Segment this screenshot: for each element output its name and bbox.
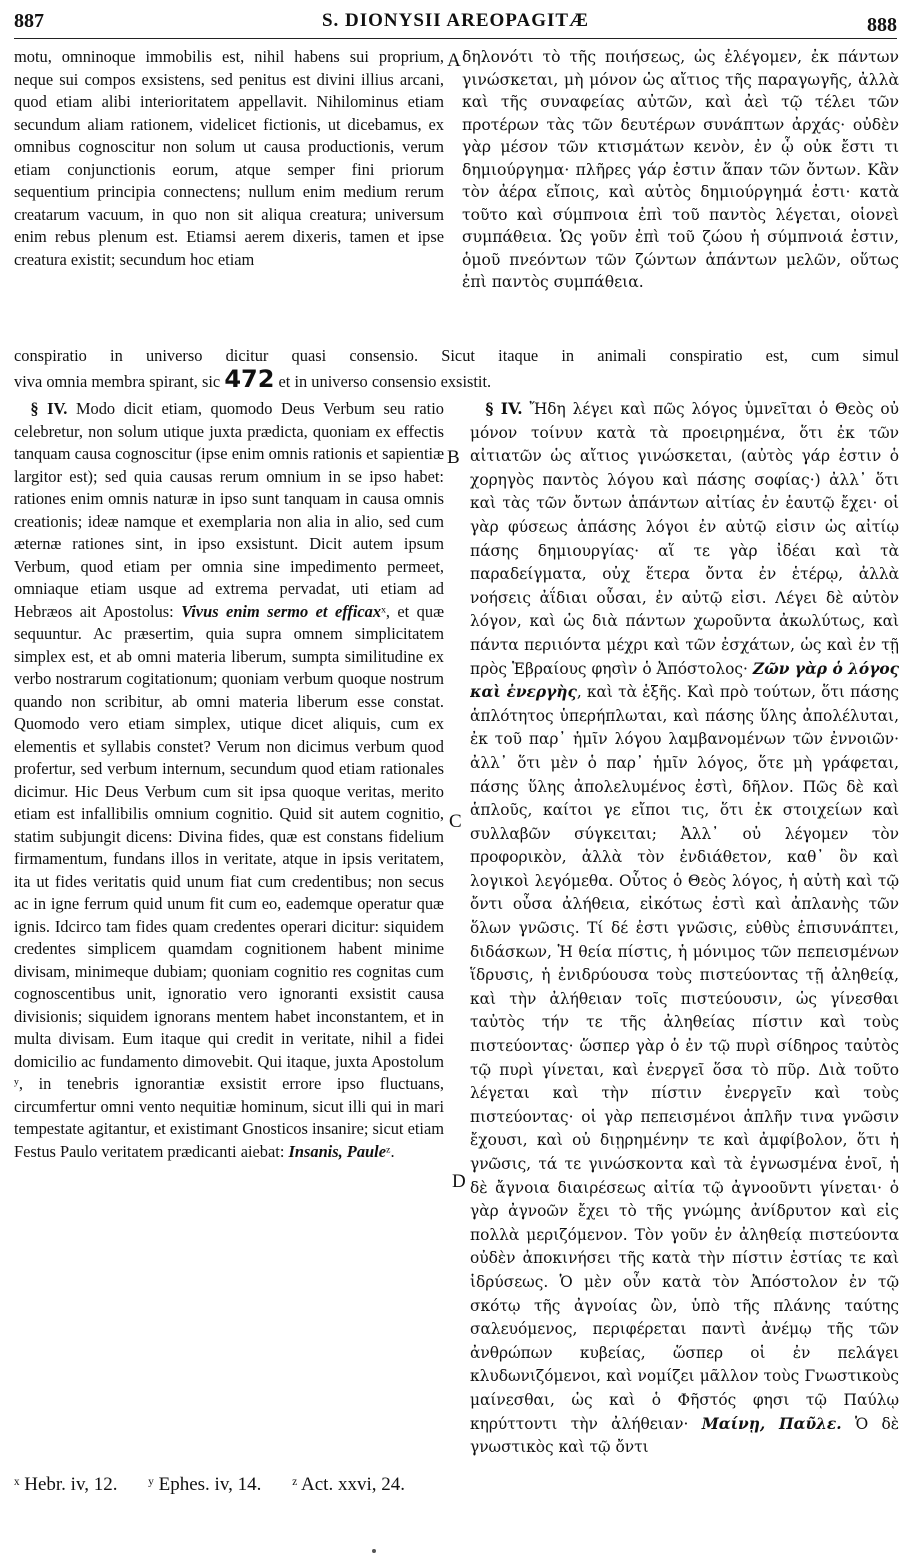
print-speck [372,1549,376,1553]
full-width-line-1: conspiratio in universo dicitur quasi consensio. Sicut itaque in animali conspiratio est, cum simul [14,346,899,365]
latin-quote-b: Insanis, Paule [288,1141,386,1161]
margin-letter-b: B [447,447,460,468]
margin-letter-d: D [452,1171,466,1192]
greek-paragraph-main [470,398,899,1460]
greek-paragraph-top: δηλονότι τὸ τῆς ποιήσεως, ὡς ἐλέγομεν, ἐκ πάντων γινώσκεται, μὴ μόνον ὡς αἴτιος τῆς παραγωγῆς, ἀλλὰ καὶ τῆς συναφείας αὐτῶν, καὶ ἀεὶ τῷ τέλει τῶν προτέρων τὰς τῶν δευτέρων συνάπτων ἀρχάς· οὐδὲν γὰρ μέσον τῶν κτισμάτων κενὸν, ἐν ᾧ οὐκ ἔστι τι δημιούργημα· πλῆρες γάρ ἐστιν ἅπαν τῶν ὄντων. Κἂν τὸν ἀέρα εἴποις, καὶ αὐτὸς δημιούργημά ἐστι· κατὰ τοῦτο καὶ σύμπνοια ἐπὶ τοῦ παντὸς λέγεται, οἱονεὶ συμπάθεια. Ὡς γοῦν ἐπὶ τοῦ ζώου ἡ σύμπνοιά ἐστιν, ὁμοῦ πνεόντων τῶν ζώντων ἁπάντων μελῶν, οὕτως ἐπὶ παντὸς συμπάθεια. [462,48,899,291]
right-column-number: 888 [867,14,897,36]
latin-text-main [14,398,444,1463]
greek-text-top [462,46,899,316]
greek-text-a: Ἤδη λέγει καὶ πῶς λόγος ὑμνεῖται ὁ Θεὸς οὐ μόνον τοίνυν κατὰ τὰ προειρημένα, ὅτι ἐκ τῶν αἰτιατῶν ὡς αἴτιος γινώσκεται, (αὐτὸς γάρ ἐστιν ὁ χορηγὸς παντὸς λόγου καὶ πάσης σοφίας·) ἀλλ᾿ ὅτι καὶ τὰς τῶν ὄντων ἁπάντων αἰτίας ἐν ἑαυτῷ ἔχει· οἱ γὰρ φύσεως ἁπάσης λόγοι ἐν αὐτῷ εἰσιν ὡς αἰτίῳ πάσης δημιουργίας· αἵ τε γὰρ ἰδέαι καὶ τὰ παραδείγματα, οὐχ ἕτερα ὄντα ἐν ἑτέρῳ, ἀλλὰ νοήσεις ἀΐδιαι οὖσαι, ἐν αὐτῷ εἰσι. Λέγει δὲ αὐτὸν λόγον, καὶ ὡς διὰ πάντων χωροῦντα ἀκωλύτως, καὶ πάντα περιιόντα μέχρι καὶ τῶν ἐσχάτων, ὡς καὶ ἐν τῇ πρὸς Ἑβραίους φησὶν ὁ Ἀπόστολος· [470,400,899,678]
latin-text-c: ᶻ. [385,1141,395,1161]
full-width-line-2 [14,364,899,394]
latin-text-a: Modo dicit etiam, quomodo Deus Verbum seu ratio celebretur, non solum utique juxta prædicta, quoniam ex effectis tanquam causa cognoscitur (ipse enim omnis rationis et sapientiæ largitor est); sed quia causas rerum omnium in se ipso habet: rationes enim omnis naturæ in ipso sunt tanquam in causa omnis creationis; ideæ namque et exemplaria non alia in alio, sed cum æternæ rationes sint, in ipso exsistunt. Dicit autem ipsum Verbum, quod etiam per omnia sine impedimento permeet, omniaque etiam usque ad extrema pervadat, uti etiam ad Hebræos ait Apostolus: [14,399,444,621]
full-width-lines [14,345,899,395]
full-width-line-2b: et in universo consensio exsistit. [278,371,492,391]
section-mark-latin: § IV. [30,399,68,418]
running-title: S. DIONYSII AREOPAGITÆ [321,10,590,31]
margin-letter-a: A [447,50,461,71]
footnote-y: ʸ Ephes. iv, 14. [148,1474,262,1495]
page-header [14,8,897,39]
section-mark-greek: § IV. [485,400,523,418]
latin-text-b: ˣ, et quæ sequuntur. Ac præsertim, quia supra omnem simplicitatem simplex est, et ab omni materia liberum, sumpta similitudine ex verbo nostrarum cogitationum; quoniam verbum quoque nostrum quando non scribitur, ab omni materia liberum esse constat. Quomodo vero etiam simplex, utique dicet aliquis, cum ex elementis et syllabis constet? Verum non dicimus verbum quod profertur, sed verbum internum, secundum quod etiam rationales dicimur. Hic Deus Verbum cum sit ipsa quoque veritas, merito etiam est infallibilis omnium cognitio. Quid sit autem cognitio, statim subjungit dicens: Divina fides, quæ est constans fidelium firmamentum, fundans illos in veritate, atque in ipsis veritatem, ita ut fides veritatis quid unum fiat cum credentibus; non secus ac in igne ferrum quid unum fit cum eo, eademque operatur quæ ignis. Idcirco tam fides quam credentes operari dicitur: siquidem credentes simplicem quamdam cognitionem habent minime divisam, minimeque dubiam; quoniam cognitio res cognitas cum cognoscentibus unit, ignoratio vero ignoranti exsistit causa divisionis; siquidem ignorans mentem habet inconstantem, et in multa divisam. Eum itaque qui credit in veritate, nihil a fidei domicilio ac fundamento dimovebit. Qui itaque, juxta Apostolum ʸ, in tenebris ignorantiæ exsistit errore ipso fluctuans, circumfertur omni vento nequitiæ hominum, sicut illi qui in mari tempestate agitantur, et existimant Gnosticos insanire; sicut etiam Festus Paulo veritatem prædicanti aiebat: [14,601,444,1161]
latin-text-top [14,46,444,346]
column-number-marker: 472 [224,364,275,393]
greek-quote-b: Μαίνῃ, Παῦλε. [701,1414,842,1433]
greek-text-c: Ὁ δὲ γνωστικὸς καὶ τῷ ὄντι [470,1414,899,1457]
latin-paragraph-main [14,398,444,1163]
latin-quote-a: Vivus enim sermo et efficax [181,601,382,621]
footnotes [14,1474,431,1496]
greek-quote-a: Ζῶν γὰρ ὁ λόγος καὶ ἐνεργὴς [470,659,899,702]
latin-paragraph-top: motu, omninoque immobilis est, nihil habens sui proprium, neque sui compos exsistens, sed penitus est divini illius arcani, quod etiam alibi interioritatem appellavit. Nihilominus etiam secundum aliam rationem, videlicet fictionis, ut dicebamus, ex omnibus cognoscitur non solum ut causa productionis, verum etiam conjunctionis eorum, atque semper fini priorum sequentium principia connectens; nullum enim medium rerum creatarum vacuum, in quo non sit aliqua creatura; universum enim rebus plenum est. Etiamsi aerem dixeris, tamen et ipse creatura existit; secundum hoc etiam [14,47,444,269]
margin-letter-c: C [449,811,462,832]
greek-text-main [470,398,899,1463]
full-width-line-2a: viva omnia membra spirant, sic [14,371,221,391]
footnote-x: ˣ Hebr. iv, 12. [14,1474,118,1495]
greek-text-b: , καὶ τὰ ἑξῆς. Καὶ πρὸ τούτων, ὅτι πάσης ἁπλότητος ὑπερήπλωται, καὶ πάσης ὕλης ἀπολέλυται, ἐκ τοῦ παρ᾿ ἡμῖν λόγου λαμβανομένων τῶν ἐννοιῶν· ἀλλ᾿ ὅτι μὲν ὁ παρ᾿ ἡμῖν λόγος, ὅτε μὴ γράφεται, πάσης ὕλης ἀπολελυμένος ἐστὶ, δῆλον. Πῶς δὲ καὶ ἁπλοῦς, καίτοι γε εἴποι τις, ὅτι ἐκ στοιχείων καὶ συλλαβῶν σύγκειται; Ἀλλ᾿ οὐ λέγομεν τὸν προφορικὸν, ἀλλὰ τὸν ἐνδιάθετον, καθ᾿ ὃν καὶ λογικοὶ λεγόμεθα. Οὗτος ὁ Θεὸς λόγος, ἡ αὐτὴ καὶ τῷ ὄντι οὖσα ἀλήθεια, εἰκότως ἐστὶ καὶ ἀπλανὴς τῶν ὅλων γνῶσις. Τί δέ ἐστι γνῶσις, εὐθὺς ἐπισυνάπτει, διδάσκων, Ἡ θεία πίστις, ἡ μόνιμος τῶν πεπεισμένων ἵδρυσις, ἡ ἐνιδρύουσα τοὺς πιστεύοντας τῇ ἀληθείᾳ, καὶ τὴν ἀλήθειαν τοῖς πιστεύουσιν, ὡς γίνεσθαι ταὐτὸς τήν τε τῆς ἀληθείας πίστιν καὶ τοὺς πιστεύοντας· ὥσπερ γὰρ ὁ ἐν τῷ πυρὶ σίδηρος ταὐτὸς τῷ πυρὶ γίνεται, καὶ ἐνεργεῖ ὅσα τὸ πῦρ. Διὰ τοῦτο λέγεται καὶ τὴν πίστιν ἐνεργεῖν καὶ τοὺς πιστεύοντας· οἱ γὰρ πεπεισμένοι ἁπλῆν τινα γνῶσιν ἔχουσι, καὶ οὐ διῃρημένην τε καὶ ἀμφίβολον, ὅτι ἡ γνῶσις, τά τε γινώσκοντα καὶ τὰ ἐγνωσμένα ἑνοῖ, ἡ δὲ ἄγνοια διαιρέσεως αἰτία τῷ ἀγνοοῦντι γίνεται· ὁ γὰρ ἀγνοῶν ἔχει τὸ τῆς γνώμης ἀνίδρυτον καὶ εἰς πολλὰ μεριζόμενον. Τὸν γοῦν ἐν ἀληθείᾳ πιστεύοντα οὐδὲν ἀποκινήσει τῆς κατὰ τὴν πίστιν ἑστίας τε καὶ ἱδρύσεως. Ὁ μὲν οὖν κατὰ τὸν Ἀπόστολον ἐν τῷ σκότῳ τῆς ἀγνοίας ὢν, ὑπὸ τῆς πλάνης ταύτης σαλευόμενος, περιφέρεται παντὶ ἀνέμῳ τῆς τῶν ἀνθρώπων κυβείας, ὥσπερ οἱ ἐν πελάγει κλυδωνιζόμενοι, καὶ νομίζει μᾶλλον τοὺς Γνωστικοὺς μαίνεσθαι, ὡς καὶ ὁ Φῆστός φησι τῷ Παύλῳ κηρύττοντι τὴν ἀλήθειαν· [470,683,899,1433]
left-column-number: 887 [14,10,44,32]
footnote-z: ᶻ Act. xxvi, 24. [292,1474,405,1495]
